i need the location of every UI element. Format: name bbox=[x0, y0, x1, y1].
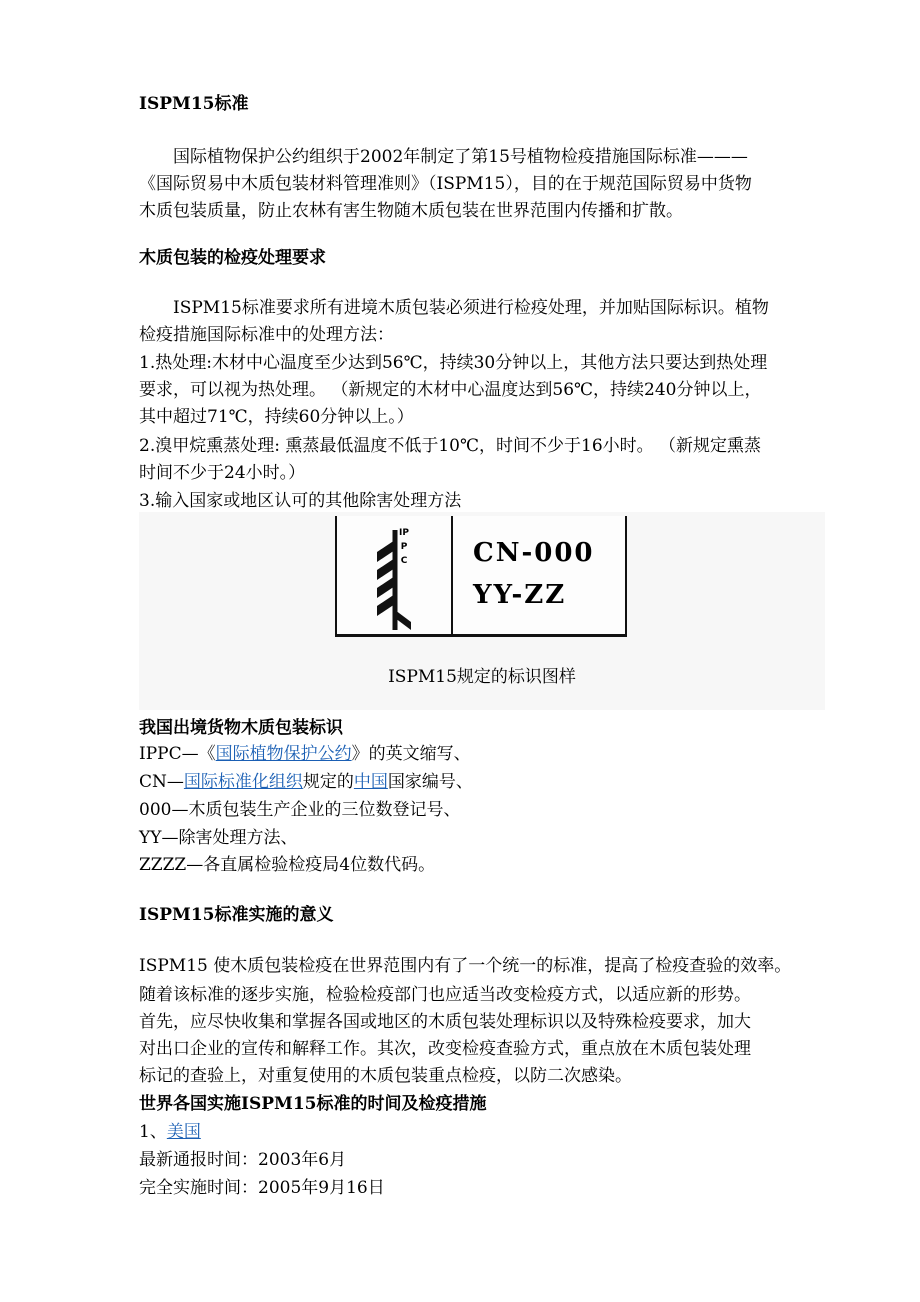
china-link[interactable]: 中国 bbox=[353, 772, 388, 792]
intro-line-2: 《国际贸易中木质包装材料管理准则》（ISPM15），目的在于规范国际贸易中货物 bbox=[139, 174, 752, 194]
marking-line-2-mid: 规定的 bbox=[302, 772, 354, 792]
marking-line-1-prefix: IPPC—《 bbox=[139, 744, 216, 764]
req-line-1: ISPM15标准要求所有进境木质包装必须进行检疫处理，并加贴国际标识。植物 bbox=[173, 298, 769, 318]
ispm15-mark bbox=[335, 516, 627, 637]
usa-link[interactable]: 美国 bbox=[166, 1122, 201, 1142]
heading-significance: ISPM15标准实施的意义 bbox=[139, 905, 334, 925]
iso-link[interactable]: 国际标准化组织 bbox=[183, 772, 303, 792]
req-line-4: 要求，可以视为热处理。 （新规定的木材中心温度达到56℃，持续240分钟以上， bbox=[139, 380, 762, 400]
req-line-3: 1.热处理:木材中心温度至少达到56℃，持续30分钟以上，其他方法只要达到热处理 bbox=[139, 353, 768, 373]
req-line-5: 其中超过71℃，持续60分钟以上。） bbox=[139, 407, 414, 427]
heading-countries: 世界各国实施ISPM15标准的时间及检疫措施 bbox=[139, 1094, 487, 1114]
significance-line-3: 首先，应尽快收集和掌握各国或地区的木质包装处理标识以及特殊检疫要求，加大 bbox=[139, 1012, 751, 1032]
heading-ispm15: ISPM15标准 bbox=[139, 94, 249, 114]
marking-line-2-prefix: CN— bbox=[139, 772, 184, 792]
heading-china-marking: 我国出境货物木质包装标识 bbox=[139, 718, 343, 738]
significance-line-4: 对出口企业的宣传和解释工作。其次，改变检疫查验方式，重点放在木质包装处理 bbox=[139, 1039, 751, 1059]
req-line-8: 3.输入国家或地区认可的其他除害处理方法 bbox=[139, 491, 462, 511]
intro-line-3: 木质包装质量，防止农林有害生物随木质包装在世界范围内传播和扩散。 bbox=[139, 201, 683, 221]
mark-divider bbox=[451, 516, 453, 634]
marking-line-2 bbox=[139, 769, 473, 795]
country-item-1 bbox=[139, 1119, 201, 1145]
ippc-vertical-text: IPPC bbox=[399, 528, 409, 566]
heading-treatment-requirements: 木质包装的检疫处理要求 bbox=[139, 248, 326, 268]
notify-date: 最新通报时间：2003年6月 bbox=[139, 1150, 347, 1170]
ippc-convention-link[interactable]: 国际植物保护公约 bbox=[215, 744, 352, 764]
full-implementation-date: 完全实施时间：2005年9月16日 bbox=[139, 1178, 385, 1198]
marking-line-3: 000—木质包装生产企业的三位数登记号、 bbox=[139, 800, 461, 820]
country-item-number: 1、 bbox=[139, 1122, 167, 1142]
figure-caption: ISPM15规定的标识图样 bbox=[388, 667, 576, 687]
marking-line-1-suffix: 》的英文缩写、 bbox=[351, 744, 471, 764]
mark-code-line-2: YY-ZZ bbox=[473, 580, 567, 610]
req-line-2: 检疫措施国际标准中的处理方法： bbox=[139, 325, 394, 345]
significance-line-2: 随着该标准的逐步实施，检验检疫部门也应适当改变检疫方式，以适应新的形势。 bbox=[139, 985, 751, 1005]
significance-line-1: ISPM15 使木质包装检疫在世界范围内有了一个统一的标准，提高了检疫查验的效率。 bbox=[139, 956, 792, 976]
intro-line-1: 国际植物保护公约组织于2002年制定了第15号植物检疫措施国际标准——— bbox=[173, 147, 748, 167]
req-line-6: 2.溴甲烷熏蒸处理: 熏蒸最低温度不低于10℃，时间不少于16小时。 （新规定熏蒸 bbox=[139, 436, 762, 456]
ispm15-mark-figure bbox=[139, 512, 825, 710]
req-line-7: 时间不少于24小时。） bbox=[139, 463, 306, 483]
marking-line-4: YY—除害处理方法、 bbox=[139, 828, 298, 848]
marking-line-1 bbox=[139, 741, 471, 767]
mark-code-line-1: CN-000 bbox=[473, 538, 595, 568]
marking-line-5: ZZZZ—各直属检验检疫局4位数代码。 bbox=[139, 855, 436, 875]
marking-line-2-suffix: 国家编号、 bbox=[387, 772, 473, 792]
significance-line-5: 标记的查验上，对重复使用的木质包装重点检疫，以防二次感染。 bbox=[139, 1066, 632, 1086]
